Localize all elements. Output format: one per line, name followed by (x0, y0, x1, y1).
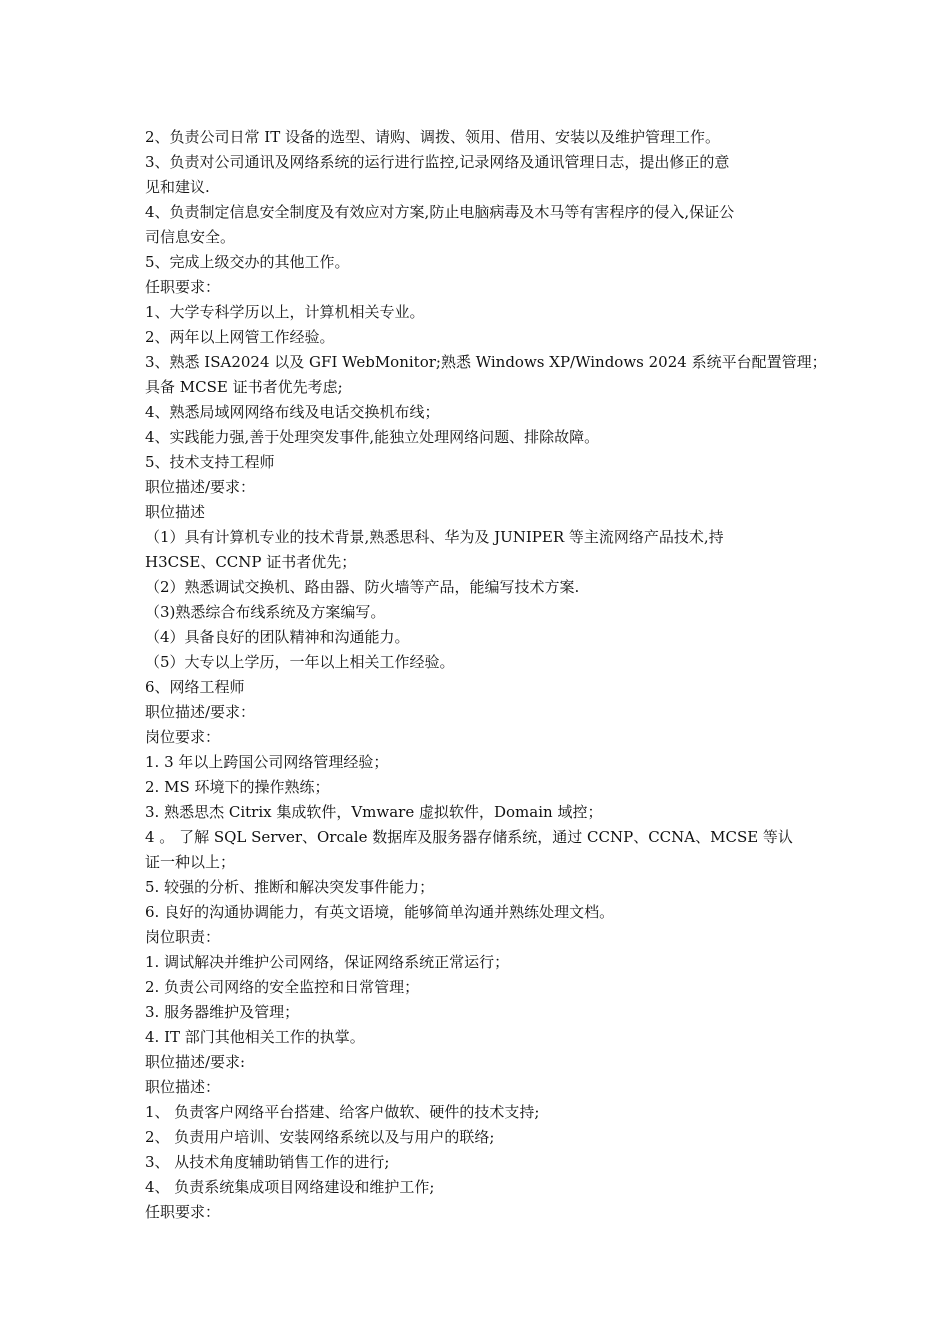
text-line: 4 。 了解 SQL Server、Orcale 数据库及服务器存储系统，通过 CCNP、CCNA、MCSE 等认 (145, 828, 793, 846)
text-line: 见和建议. (145, 178, 210, 196)
section-heading: 职位描述/要求： (145, 478, 256, 496)
text-line: （3)熟悉综合布线系统及方案编写。 (145, 603, 386, 621)
section-heading: 任职要求： (145, 278, 221, 296)
text-line: 4、负责制定信息安全制度及有效应对方案,防止电脑病毒及木马等有害程序的侵入,保证公 (145, 203, 735, 221)
text-line: 2、两年以上网管工作经验。 (145, 328, 335, 346)
section-heading: 岗位要求： (145, 728, 221, 746)
text-line: 司信息安全。 (145, 228, 236, 246)
text-line: H3CSE、CCNP 证书者优先； (145, 553, 357, 571)
text-line: 4、实践能力强,善于处理突发事件,能独立处理网络问题、排除故障。 (145, 428, 600, 446)
section-heading: 职位描述/要求: (145, 1053, 246, 1071)
text-line: 3、负责对公司通讯及网络系统的运行进行监控,记录网络及通讯管理日志，提出修正的意 (145, 153, 730, 171)
text-line: 具备 MCSE 证书者优先考虑; (145, 378, 343, 396)
text-line: 3、 从技术角度辅助销售工作的进行; (145, 1153, 390, 1171)
text-line: 1、大学专科学历以上，计算机相关专业。 (145, 303, 425, 321)
text-line: 3、熟悉 ISA2024 以及 GFI WebMonitor;熟悉 Windows XP/Windows 2024 系统平台配置管理； (145, 353, 827, 371)
text-line: 3. 熟悉思杰 Citrix 集成软件，Vmware 虚拟软件，Domain 域控； (145, 803, 603, 821)
text-line: 1. 3 年以上跨国公司网络管理经验； (145, 753, 389, 771)
text-line: 5. 较强的分析、推断和解决突发事件能力； (145, 878, 435, 896)
text-line: 1、 负责客户网络平台搭建、给客户做软、硬件的技术支持; (145, 1103, 540, 1121)
text-line: 证一种以上； (145, 853, 236, 871)
text-line: 6. 良好的沟通协调能力，有英文语境，能够简单沟通并熟练处理文档。 (145, 903, 615, 921)
text-line: 2. 负责公司网络的安全监控和日常管理； (145, 978, 420, 996)
document-body (145, 125, 827, 1225)
text-line: 3. 服务器维护及管理； (145, 1003, 300, 1021)
section-heading: 岗位职责： (145, 928, 221, 946)
section-heading: 职位描述 (145, 503, 206, 521)
text-line: （2）熟悉调试交换机、路由器、防火墙等产品，能编写技术方案. (145, 578, 580, 596)
text-line: （4）具备良好的团队精神和沟通能力。 (145, 628, 410, 646)
section-heading: 职位描述： (145, 1078, 221, 1096)
section-heading: 6、网络工程师 (145, 678, 245, 696)
text-line: 4、熟悉局域网网络布线及电话交换机布线； (145, 403, 440, 421)
text-line: 5、完成上级交办的其他工作。 (145, 253, 350, 271)
text-line: （1）具有计算机专业的技术背景,熟悉思科、华为及 JUNIPER 等主流网络产品技术,持 (145, 528, 724, 546)
text-line: 4. IT 部门其他相关工作的执掌。 (145, 1028, 365, 1046)
text-line: 4、 负责系统集成项目网络建设和维护工作; (145, 1178, 435, 1196)
text-line: 2、 负责用户培训、安装网络系统以及与用户的联络; (145, 1128, 495, 1146)
text-line: 2. MS 环境下的操作熟练； (145, 778, 330, 796)
text-line: 1. 调试解决并维护公司网络，保证网络系统正常运行； (145, 953, 510, 971)
section-heading: 职位描述/要求： (145, 703, 256, 721)
text-line: （5）大专以上学历，一年以上相关工作经验。 (145, 653, 455, 671)
section-heading: 5、技术支持工程师 (145, 453, 275, 471)
text-line: 2、负责公司日常 IT 设备的选型、请购、调拨、领用、借用、安装以及维护管理工作。 (145, 128, 721, 146)
section-heading: 任职要求： (145, 1203, 221, 1221)
